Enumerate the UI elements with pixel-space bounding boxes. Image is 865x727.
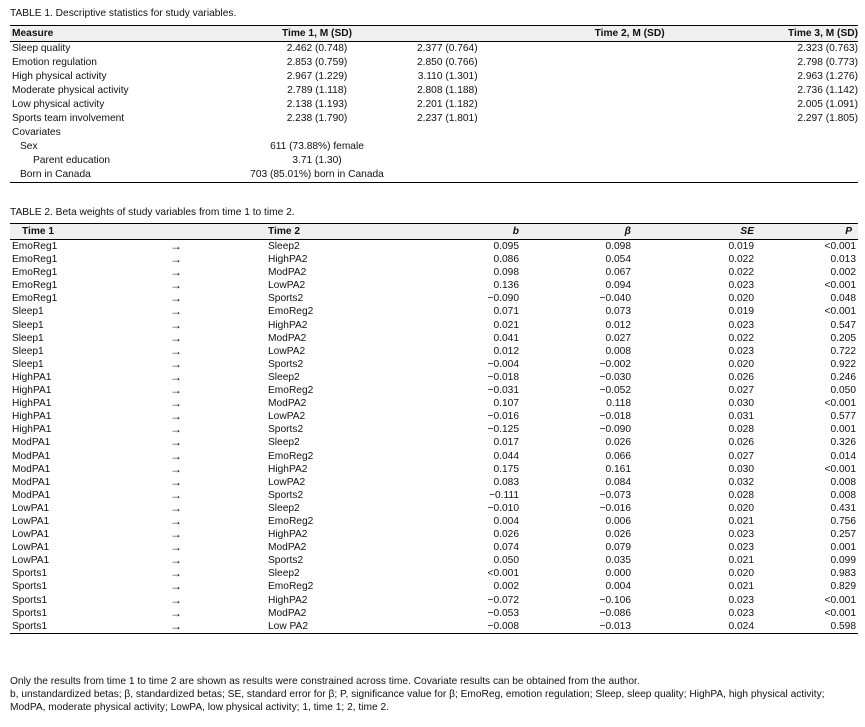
predictor-time1: EmoReg1 bbox=[12, 241, 58, 252]
table2-header-se: SE bbox=[740, 226, 754, 237]
time2-value: 2.377 (0.764) bbox=[417, 43, 478, 54]
covariates-label: Covariates bbox=[12, 127, 61, 138]
arrow-icon: → bbox=[170, 579, 182, 594]
table1-header-row bbox=[10, 26, 858, 42]
arrow-icon: → bbox=[170, 618, 182, 633]
table2-row bbox=[10, 580, 858, 593]
predictor-time1: HighPA1 bbox=[12, 424, 52, 436]
outcome-time2: Sleep2 bbox=[268, 241, 300, 252]
arrow-icon: → bbox=[170, 422, 182, 437]
measure-label: Sleep quality bbox=[12, 43, 71, 54]
time1-value: 2.138 (1.193) bbox=[286, 99, 348, 110]
predictor-time1: ModPA1 bbox=[12, 437, 51, 449]
b-value: −0.111 bbox=[489, 489, 519, 501]
time3-value: 2.297 (1.805) bbox=[797, 113, 858, 124]
p-value: <0.001 bbox=[824, 241, 856, 252]
p-value: 0.326 bbox=[830, 437, 856, 449]
outcome-time2: ModPA2 bbox=[268, 542, 307, 554]
beta-value: 0.035 bbox=[605, 555, 631, 567]
se-value: 0.028 bbox=[728, 424, 754, 436]
b-value: 0.107 bbox=[493, 398, 519, 410]
p-value: 0.577 bbox=[830, 411, 856, 423]
outcome-time2: LowPA2 bbox=[268, 280, 306, 292]
arrow-icon: → bbox=[170, 474, 182, 489]
predictor-time1: Sleep1 bbox=[12, 319, 44, 331]
beta-value: 0.026 bbox=[605, 529, 631, 541]
arrow-icon: → bbox=[170, 448, 182, 463]
arrow-icon: → bbox=[170, 566, 182, 581]
outcome-time2: HighPA2 bbox=[268, 254, 308, 266]
predictor-time1: LowPA1 bbox=[12, 542, 50, 554]
predictor-time1: Sports1 bbox=[12, 568, 48, 580]
arrow-icon: → bbox=[170, 304, 182, 319]
se-value: 0.019 bbox=[728, 306, 754, 318]
b-value: 0.136 bbox=[493, 280, 519, 292]
predictor-time1: Sports1 bbox=[12, 620, 48, 632]
time1-value: 2.238 (1.790) bbox=[286, 113, 348, 124]
table2-row bbox=[10, 554, 858, 567]
table2-row bbox=[10, 607, 858, 620]
outcome-time2: Sports2 bbox=[268, 489, 304, 501]
p-value: 0.922 bbox=[830, 358, 856, 370]
beta-value: −0.002 bbox=[599, 358, 631, 370]
footnote-abbreviations: b, unstandardized betas; β, standardized betas; SE, standard error for β; P, significance value for β; EmoReg, emotion regulation; Sleep, sleep quality; HighPA, high physical activity; ModPA, moderate physical activity; LowPA, low physical activity; 1, time 1; 2, time 2. bbox=[10, 689, 825, 713]
se-value: 0.020 bbox=[728, 502, 754, 514]
table2-row bbox=[10, 567, 858, 580]
predictor-time1: Sleep1 bbox=[12, 358, 44, 370]
b-value: −0.004 bbox=[487, 358, 519, 370]
table2-row bbox=[10, 319, 858, 332]
beta-value: −0.013 bbox=[599, 620, 631, 632]
table2-row bbox=[10, 384, 858, 397]
b-value: 0.041 bbox=[493, 332, 519, 344]
p-value: 0.598 bbox=[830, 620, 856, 632]
table2-row bbox=[10, 541, 858, 554]
table2-row bbox=[10, 450, 858, 463]
predictor-time1: ModPA1 bbox=[12, 463, 51, 475]
outcome-time2: EmoReg2 bbox=[268, 450, 314, 462]
p-value: 0.008 bbox=[830, 476, 856, 488]
b-value: −0.053 bbox=[487, 607, 519, 619]
predictor-time1: LowPA1 bbox=[12, 515, 50, 527]
predictor-time1: EmoReg1 bbox=[12, 293, 58, 305]
beta-value: 0.094 bbox=[605, 280, 631, 292]
p-value: <0.001 bbox=[824, 594, 856, 606]
se-value: 0.030 bbox=[728, 463, 754, 475]
outcome-time2: Sleep2 bbox=[268, 437, 300, 449]
beta-value: −0.086 bbox=[599, 607, 631, 619]
beta-value: 0.008 bbox=[605, 345, 631, 357]
se-value: 0.027 bbox=[728, 385, 754, 397]
predictor-time1: HighPA1 bbox=[12, 385, 52, 397]
se-value: 0.022 bbox=[728, 267, 754, 279]
table2-row bbox=[10, 594, 858, 607]
b-value: 0.175 bbox=[493, 463, 519, 475]
arrow-icon: → bbox=[170, 409, 182, 424]
arrow-icon: → bbox=[170, 435, 182, 450]
beta-value: 0.000 bbox=[605, 568, 631, 580]
se-value: 0.021 bbox=[728, 515, 754, 527]
outcome-time2: EmoReg2 bbox=[268, 581, 314, 593]
outcome-time2: Sleep2 bbox=[268, 371, 300, 383]
beta-value: 0.012 bbox=[605, 319, 631, 331]
measure-label: Moderate physical activity bbox=[12, 85, 129, 96]
table2-row bbox=[10, 463, 858, 476]
time2-value: 2.237 (1.801) bbox=[417, 113, 478, 124]
beta-value: −0.016 bbox=[599, 502, 631, 514]
predictor-time1: EmoReg1 bbox=[12, 267, 58, 279]
table2-row bbox=[10, 279, 858, 292]
covariates-heading-row bbox=[10, 126, 858, 140]
b-value: −0.072 bbox=[487, 594, 519, 606]
p-value: 0.014 bbox=[830, 450, 856, 462]
outcome-time2: Sports2 bbox=[268, 358, 304, 370]
arrow-icon: → bbox=[170, 461, 182, 476]
measure-label: High physical activity bbox=[12, 71, 107, 82]
predictor-time1: ModPA1 bbox=[12, 489, 51, 501]
table2-row bbox=[10, 397, 858, 410]
predictor-time1: ModPA1 bbox=[12, 450, 51, 462]
beta-value: 0.073 bbox=[605, 306, 631, 318]
b-value: −0.031 bbox=[487, 385, 519, 397]
time2-value: 2.850 (0.766) bbox=[417, 57, 478, 68]
se-value: 0.026 bbox=[728, 437, 754, 449]
p-value: 0.002 bbox=[830, 267, 856, 279]
table1-header-time3: Time 3, M (SD) bbox=[787, 28, 858, 39]
outcome-time2: Low PA2 bbox=[268, 620, 309, 632]
table2-row bbox=[10, 266, 858, 279]
arrow-icon: → bbox=[170, 487, 182, 502]
time2-value: 3.110 (1.301) bbox=[417, 71, 478, 82]
measure-label: Low physical activity bbox=[12, 99, 105, 110]
b-value: 0.044 bbox=[493, 450, 519, 462]
b-value: 0.017 bbox=[493, 437, 519, 449]
predictor-time1: LowPA1 bbox=[12, 502, 50, 514]
table2-row bbox=[10, 489, 858, 502]
outcome-time2: LowPA2 bbox=[268, 345, 306, 357]
table2-header-p: P bbox=[845, 226, 852, 237]
b-value: 0.095 bbox=[493, 241, 519, 252]
table2-row bbox=[10, 253, 858, 266]
se-value: 0.023 bbox=[728, 319, 754, 331]
se-value: 0.023 bbox=[728, 607, 754, 619]
se-value: 0.027 bbox=[728, 450, 754, 462]
se-value: 0.023 bbox=[728, 280, 754, 292]
se-value: 0.020 bbox=[728, 568, 754, 580]
predictor-time1: HighPA1 bbox=[12, 371, 52, 383]
table2-row bbox=[10, 358, 858, 371]
beta-value: 0.098 bbox=[605, 241, 631, 252]
beta-value: −0.040 bbox=[599, 293, 631, 305]
arrow-icon: → bbox=[170, 540, 182, 555]
arrow-icon: → bbox=[170, 383, 182, 398]
p-value: 0.983 bbox=[830, 568, 856, 580]
b-value: 0.012 bbox=[493, 345, 519, 357]
beta-value: 0.079 bbox=[605, 542, 631, 554]
arrow-icon: → bbox=[170, 343, 182, 358]
table2-caption: TABLE 2. Beta weights of study variables from time 1 to time 2. bbox=[10, 207, 295, 218]
se-value: 0.022 bbox=[728, 332, 754, 344]
outcome-time2: Sports2 bbox=[268, 293, 304, 305]
table2-row bbox=[10, 371, 858, 384]
b-value: −0.090 bbox=[487, 293, 519, 305]
p-value: 0.756 bbox=[830, 515, 856, 527]
predictor-time1: Sleep1 bbox=[12, 345, 44, 357]
predictor-time1: Sleep1 bbox=[12, 332, 44, 344]
time1-value: 2.462 (0.748) bbox=[286, 43, 348, 54]
b-value: −0.008 bbox=[487, 620, 519, 632]
p-value: 0.008 bbox=[830, 489, 856, 501]
b-value: −0.018 bbox=[487, 371, 519, 383]
b-value: 0.098 bbox=[493, 267, 519, 279]
covariate-value: 703 (85.01%) born in Canada bbox=[250, 169, 384, 180]
beta-value: 0.067 bbox=[605, 267, 631, 279]
table2-header-beta: β bbox=[624, 226, 631, 237]
se-value: 0.021 bbox=[728, 555, 754, 567]
table1-caption: TABLE 1. Descriptive statistics for study variables. bbox=[10, 8, 237, 19]
b-value: 0.021 bbox=[493, 319, 519, 331]
outcome-time2: EmoReg2 bbox=[268, 515, 314, 527]
b-value: 0.083 bbox=[493, 476, 519, 488]
se-value: 0.031 bbox=[728, 411, 754, 423]
table2-row bbox=[10, 410, 858, 423]
b-value: 0.026 bbox=[493, 529, 519, 541]
time3-value: 2.798 (0.773) bbox=[797, 57, 858, 68]
arrow-icon: → bbox=[170, 513, 182, 528]
arrow-icon: → bbox=[170, 356, 182, 371]
outcome-time2: LowPA2 bbox=[268, 411, 306, 423]
table2-header-time2: Time 2 bbox=[268, 226, 301, 237]
table2-header-row bbox=[10, 224, 858, 240]
beta-weights-table bbox=[10, 223, 858, 634]
table1-row bbox=[10, 84, 858, 98]
outcome-time2: HighPA2 bbox=[268, 463, 308, 475]
table2-row bbox=[10, 476, 858, 489]
b-value: 0.086 bbox=[493, 254, 519, 266]
predictor-time1: HighPA1 bbox=[12, 411, 52, 423]
time3-value: 2.736 (1.142) bbox=[797, 85, 858, 96]
covariate-value: 611 (73.88%) female bbox=[270, 141, 364, 152]
table2-row bbox=[10, 345, 858, 358]
outcome-time2: ModPA2 bbox=[268, 332, 307, 344]
arrow-icon: → bbox=[170, 369, 182, 384]
table2-row bbox=[10, 305, 858, 318]
p-value: <0.001 bbox=[824, 607, 856, 619]
beta-value: 0.161 bbox=[605, 463, 631, 475]
covariate-label: Parent education bbox=[33, 155, 111, 166]
se-value: 0.026 bbox=[728, 371, 754, 383]
beta-value: 0.084 bbox=[605, 476, 631, 488]
arrow-icon: → bbox=[170, 317, 182, 332]
predictor-time1: EmoReg1 bbox=[12, 254, 58, 266]
outcome-time2: Sleep2 bbox=[268, 568, 300, 580]
predictor-time1: ModPA1 bbox=[12, 476, 51, 488]
p-value: <0.001 bbox=[824, 398, 856, 410]
se-value: 0.023 bbox=[728, 542, 754, 554]
p-value: 0.050 bbox=[830, 385, 856, 397]
table2-header-b: b bbox=[512, 226, 519, 237]
time2-value: 2.808 (1.188) bbox=[417, 85, 478, 96]
descriptive-statistics-table bbox=[10, 25, 858, 183]
table2-row bbox=[10, 515, 858, 528]
p-value: 0.048 bbox=[830, 293, 856, 305]
table2-row bbox=[10, 436, 858, 449]
se-value: 0.030 bbox=[728, 398, 754, 410]
arrow-icon: → bbox=[170, 500, 182, 515]
se-value: 0.028 bbox=[728, 489, 754, 501]
predictor-time1: HighPA1 bbox=[12, 398, 52, 410]
table1-row bbox=[10, 112, 858, 126]
outcome-time2: EmoReg2 bbox=[268, 306, 314, 318]
se-value: 0.023 bbox=[728, 529, 754, 541]
covariate-label: Born in Canada bbox=[20, 169, 91, 180]
beta-value: 0.027 bbox=[605, 332, 631, 344]
arrow-icon: → bbox=[170, 527, 182, 542]
table2-row bbox=[10, 620, 858, 634]
predictor-time1: LowPA1 bbox=[12, 555, 50, 567]
table2-row bbox=[10, 423, 858, 436]
p-value: 0.205 bbox=[830, 332, 856, 344]
time1-value: 2.967 (1.229) bbox=[286, 71, 348, 82]
arrow-icon: → bbox=[170, 605, 182, 620]
outcome-time2: ModPA2 bbox=[268, 398, 307, 410]
beta-value: −0.073 bbox=[599, 489, 631, 501]
outcome-time2: HighPA2 bbox=[268, 594, 308, 606]
outcome-time2: Sports2 bbox=[268, 424, 304, 436]
outcome-time2: HighPA2 bbox=[268, 529, 308, 541]
outcome-time2: Sleep2 bbox=[268, 502, 300, 514]
outcome-time2: LowPA2 bbox=[268, 476, 306, 488]
covariate-row bbox=[10, 168, 858, 183]
beta-value: 0.054 bbox=[605, 254, 631, 266]
predictor-time1: Sports1 bbox=[12, 594, 48, 606]
covariate-row bbox=[10, 140, 858, 154]
measure-label: Sports team involvement bbox=[12, 113, 125, 124]
time1-value: 2.789 (1.118) bbox=[287, 85, 347, 96]
predictor-time1: Sports1 bbox=[12, 581, 48, 593]
predictor-time1: Sleep1 bbox=[12, 306, 44, 318]
b-value: −0.016 bbox=[487, 411, 519, 423]
table2-row bbox=[10, 292, 858, 305]
arrow-icon: → bbox=[170, 396, 182, 411]
se-value: 0.019 bbox=[728, 241, 754, 252]
beta-value: 0.006 bbox=[605, 515, 631, 527]
covariate-row bbox=[10, 154, 858, 168]
arrow-icon: → bbox=[170, 553, 182, 568]
b-value: 0.002 bbox=[493, 581, 519, 593]
outcome-time2: EmoReg2 bbox=[268, 385, 314, 397]
p-value: 0.431 bbox=[830, 502, 856, 514]
se-value: 0.023 bbox=[728, 345, 754, 357]
beta-value: 0.118 bbox=[606, 398, 631, 410]
se-value: 0.020 bbox=[728, 293, 754, 305]
arrow-icon: → bbox=[170, 252, 182, 267]
time3-value: 2.963 (1.276) bbox=[797, 71, 858, 82]
se-value: 0.024 bbox=[728, 620, 754, 632]
p-value: 0.013 bbox=[830, 254, 856, 266]
b-value: 0.050 bbox=[493, 555, 519, 567]
b-value: 0.071 bbox=[493, 306, 519, 318]
covariate-label: Sex bbox=[20, 141, 38, 152]
arrow-icon: → bbox=[170, 265, 182, 280]
table1-header-time1: Time 1, M (SD) bbox=[281, 28, 352, 39]
p-value: 0.547 bbox=[830, 319, 856, 331]
arrow-icon: → bbox=[170, 278, 182, 293]
time1-value: 2.853 (0.759) bbox=[286, 57, 348, 68]
predictor-time1: LowPA1 bbox=[12, 529, 50, 541]
table1-row bbox=[10, 98, 858, 112]
footnote-constraint-note: Only the results from time 1 to time 2 are shown as results were constrained across time. Covariate results can be obtained from the author. bbox=[10, 676, 640, 687]
p-value: 0.001 bbox=[830, 542, 856, 554]
table1-row bbox=[10, 56, 858, 70]
beta-value: 0.026 bbox=[605, 437, 631, 449]
p-value: 0.099 bbox=[830, 555, 856, 567]
time2-value: 2.201 (1.182) bbox=[417, 99, 478, 110]
p-value: 0.257 bbox=[830, 529, 856, 541]
beta-value: −0.018 bbox=[599, 411, 631, 423]
se-value: 0.021 bbox=[728, 581, 754, 593]
se-value: 0.023 bbox=[728, 594, 754, 606]
b-value: −0.010 bbox=[487, 502, 519, 514]
beta-value: −0.090 bbox=[599, 424, 631, 436]
beta-value: 0.004 bbox=[605, 581, 631, 593]
b-value: 0.004 bbox=[493, 515, 519, 527]
table1-header-measure: Measure bbox=[12, 28, 54, 39]
beta-value: −0.030 bbox=[599, 371, 631, 383]
se-value: 0.032 bbox=[728, 476, 754, 488]
b-value: 0.074 bbox=[493, 542, 519, 554]
outcome-time2: HighPA2 bbox=[268, 319, 308, 331]
table1-header-time2: Time 2, M (SD) bbox=[594, 28, 665, 39]
p-value: 0.001 bbox=[830, 424, 856, 436]
b-value: −0.125 bbox=[487, 424, 519, 436]
beta-value: 0.066 bbox=[605, 450, 631, 462]
p-value: <0.001 bbox=[824, 306, 856, 318]
p-value: 0.829 bbox=[830, 581, 856, 593]
table2-row bbox=[10, 332, 858, 345]
p-value: <0.001 bbox=[824, 463, 856, 475]
arrow-icon: → bbox=[170, 291, 182, 306]
measure-label: Emotion regulation bbox=[12, 57, 97, 68]
table1-row bbox=[10, 42, 858, 57]
arrow-icon: → bbox=[170, 592, 182, 607]
table1-row bbox=[10, 70, 858, 84]
p-value: <0.001 bbox=[824, 280, 856, 292]
b-value: <0.001 bbox=[487, 568, 519, 580]
arrow-icon: → bbox=[170, 330, 182, 345]
beta-value: −0.052 bbox=[599, 385, 631, 397]
predictor-time1: EmoReg1 bbox=[12, 280, 58, 292]
time3-value: 2.005 (1.091) bbox=[797, 99, 858, 110]
outcome-time2: Sports2 bbox=[268, 555, 304, 567]
predictor-time1: Sports1 bbox=[12, 607, 48, 619]
table2-header-time1: Time 1 bbox=[22, 226, 55, 237]
outcome-time2: ModPA2 bbox=[268, 607, 307, 619]
p-value: 0.246 bbox=[830, 371, 856, 383]
arrow-icon: → bbox=[170, 239, 182, 253]
beta-value: −0.106 bbox=[599, 594, 631, 606]
outcome-time2: ModPA2 bbox=[268, 267, 307, 279]
table2-row bbox=[10, 502, 858, 515]
se-value: 0.022 bbox=[728, 254, 754, 266]
covariate-value: 3.71 (1.30) bbox=[292, 155, 342, 166]
table2-row bbox=[10, 240, 858, 254]
se-value: 0.020 bbox=[728, 358, 754, 370]
time3-value: 2.323 (0.763) bbox=[797, 43, 858, 54]
table2-row bbox=[10, 528, 858, 541]
p-value: 0.722 bbox=[830, 345, 856, 357]
